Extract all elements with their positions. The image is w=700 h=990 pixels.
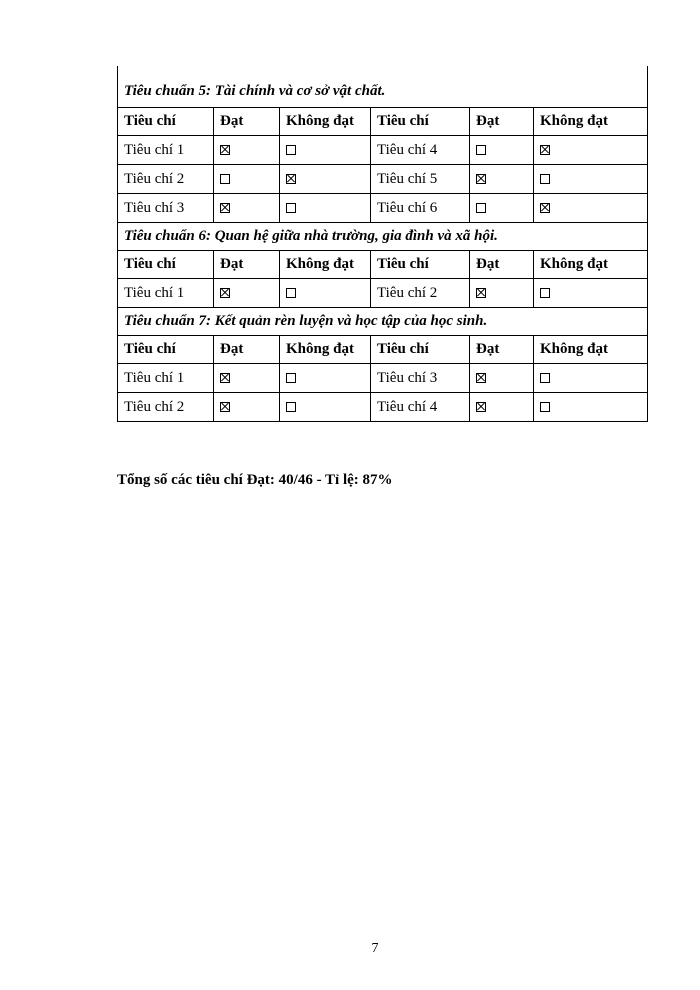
criteria-table xyxy=(117,66,648,422)
table-row xyxy=(118,136,648,165)
checked-box-icon xyxy=(220,203,230,213)
dat-cell xyxy=(470,194,534,223)
checked-box-icon xyxy=(476,174,486,184)
criterion-label: Tiêu chí 2 xyxy=(118,393,214,422)
criterion-label: Tiêu chí 3 xyxy=(371,364,470,393)
dat-cell xyxy=(470,136,534,165)
criterion-label: Tiêu chí 5 xyxy=(371,165,470,194)
column-header: Đạt xyxy=(214,336,280,364)
dat-cell xyxy=(214,165,280,194)
header-row xyxy=(118,108,648,136)
section-title: Tiêu chuẩn 5: Tài chính và cơ sở vật chất. xyxy=(118,66,648,108)
column-header: Đạt xyxy=(214,251,280,279)
column-header: Tiêu chí xyxy=(371,251,470,279)
empty-box-icon xyxy=(540,373,550,383)
khong-dat-cell xyxy=(280,279,371,308)
column-header: Tiêu chí xyxy=(371,336,470,364)
khong-dat-cell xyxy=(280,364,371,393)
khong-dat-cell xyxy=(280,194,371,223)
header-row xyxy=(118,251,648,279)
dat-cell xyxy=(214,136,280,165)
section-title-row xyxy=(118,308,648,336)
khong-dat-cell xyxy=(280,165,371,194)
khong-dat-cell xyxy=(534,194,648,223)
dat-cell xyxy=(214,194,280,223)
criterion-label: Tiêu chí 6 xyxy=(371,194,470,223)
criterion-label: Tiêu chí 2 xyxy=(371,279,470,308)
empty-box-icon xyxy=(540,288,550,298)
checked-box-icon xyxy=(476,373,486,383)
column-header: Đạt xyxy=(470,108,534,136)
empty-box-icon xyxy=(286,402,296,412)
column-header: Không đạt xyxy=(534,251,648,279)
criterion-label: Tiêu chí 1 xyxy=(118,364,214,393)
section-title: Tiêu chuẩn 6: Quan hệ giữa nhà trường, gia đình và xã hội. xyxy=(118,223,648,251)
table-row xyxy=(118,165,648,194)
khong-dat-cell xyxy=(280,136,371,165)
column-header: Tiêu chí xyxy=(118,108,214,136)
khong-dat-cell xyxy=(534,136,648,165)
criterion-label: Tiêu chí 4 xyxy=(371,393,470,422)
empty-box-icon xyxy=(286,145,296,155)
checked-box-icon xyxy=(476,288,486,298)
table-row xyxy=(118,279,648,308)
dat-cell xyxy=(470,165,534,194)
table-row xyxy=(118,364,648,393)
column-header: Không đạt xyxy=(280,108,371,136)
dat-cell xyxy=(214,393,280,422)
empty-box-icon xyxy=(286,373,296,383)
criterion-label: Tiêu chí 1 xyxy=(118,136,214,165)
table-row xyxy=(118,393,648,422)
page-number: 7 xyxy=(371,941,379,956)
column-header: Tiêu chí xyxy=(118,336,214,364)
dat-cell xyxy=(214,364,280,393)
column-header: Tiêu chí xyxy=(371,108,470,136)
checked-box-icon xyxy=(220,373,230,383)
khong-dat-cell xyxy=(534,165,648,194)
criterion-label: Tiêu chí 2 xyxy=(118,165,214,194)
checked-box-icon xyxy=(540,203,550,213)
column-header: Không đạt xyxy=(280,251,371,279)
checked-box-icon xyxy=(476,402,486,412)
table-row xyxy=(118,194,648,223)
empty-box-icon xyxy=(286,203,296,213)
column-header: Không đạt xyxy=(534,108,648,136)
checked-box-icon xyxy=(286,174,296,184)
khong-dat-cell xyxy=(280,393,371,422)
empty-box-icon xyxy=(220,174,230,184)
criterion-label: Tiêu chí 4 xyxy=(371,136,470,165)
khong-dat-cell xyxy=(534,364,648,393)
header-row xyxy=(118,336,648,364)
summary-text: Tổng số các tiêu chí Đạt: 40/46 - Tỉ lệ: 87% xyxy=(117,472,393,488)
dat-cell xyxy=(470,393,534,422)
empty-box-icon xyxy=(476,203,486,213)
column-header: Đạt xyxy=(470,336,534,364)
empty-box-icon xyxy=(476,145,486,155)
dat-cell xyxy=(470,364,534,393)
khong-dat-cell xyxy=(534,393,648,422)
checked-box-icon xyxy=(220,145,230,155)
section-title: Tiêu chuẩn 7: Kết quản rèn luyện và học tập của học sinh. xyxy=(118,308,648,336)
empty-box-icon xyxy=(540,174,550,184)
empty-box-icon xyxy=(540,402,550,412)
checked-box-icon xyxy=(220,288,230,298)
criterion-label: Tiêu chí 1 xyxy=(118,279,214,308)
column-header: Đạt xyxy=(214,108,280,136)
column-header: Đạt xyxy=(470,251,534,279)
criterion-label: Tiêu chí 3 xyxy=(118,194,214,223)
empty-box-icon xyxy=(286,288,296,298)
column-header: Không đạt xyxy=(534,336,648,364)
column-header: Tiêu chí xyxy=(118,251,214,279)
checked-box-icon xyxy=(540,145,550,155)
checked-box-icon xyxy=(220,402,230,412)
dat-cell xyxy=(214,279,280,308)
section-title-row xyxy=(118,223,648,251)
section-title-row xyxy=(118,66,648,108)
column-header: Không đạt xyxy=(280,336,371,364)
dat-cell xyxy=(470,279,534,308)
khong-dat-cell xyxy=(534,279,648,308)
